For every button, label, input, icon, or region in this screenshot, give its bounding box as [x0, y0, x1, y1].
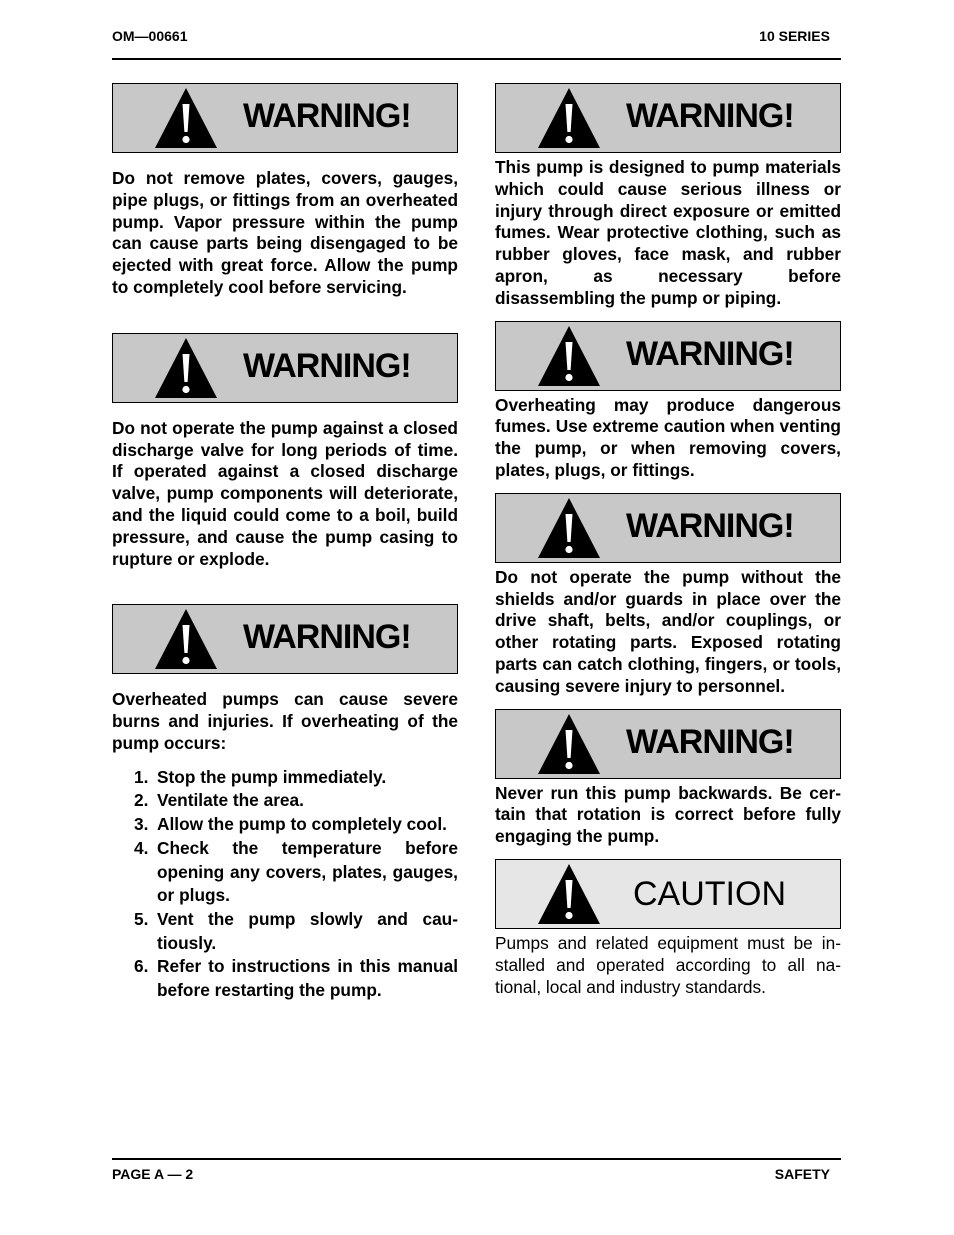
list-item: 4. Check the temperature before opening any covers, plates, gauges, or plugs.: [134, 837, 458, 906]
page-header: [112, 28, 840, 44]
caution-text: Pumps and related equipment must be installed and operated according to all national, local and industry standards.: [495, 932, 841, 997]
page-number: PAGE A — 2: [112, 1166, 194, 1182]
warning-label: WARNING!: [626, 334, 794, 373]
warning-triangle-icon: [537, 713, 601, 775]
right-column: [495, 83, 841, 998]
warning-triangle-icon: [154, 337, 218, 399]
page-footer: [112, 1166, 840, 1182]
warning-triangle-icon: [154, 608, 218, 670]
warning-banner: [495, 321, 841, 391]
section-label: SAFETY: [774, 1166, 830, 1182]
left-column: [112, 83, 458, 1003]
warning-label: WARNING!: [626, 722, 794, 761]
warning-text: Do not remove plates, covers, gauges, pipe plugs, or fittings from an overheated pump. Vapor pressure within the pump can cause parts being disengaged to be ejected with great force. Allow the pump to completely cool before servicing.: [112, 168, 458, 297]
warning-text: This pump is designed to pump materials which could cause serious illness or injury through direct exposure or emitted fumes. Wear protective clothing, such as rubber gloves, face mask, and rubber apron, as necessary before disassembling the pump or piping.: [495, 157, 841, 308]
list-item: 3. Allow the pump to completely cool.: [134, 814, 447, 835]
warning-label: WARNING!: [626, 506, 794, 545]
list-item: 5. Vent the pump slowly and cautiously.: [134, 908, 458, 953]
warning-text: Do not operate the pump against a closed discharge valve for long periods of time. If operated against a closed discharge valve, pump components will deteriorate, and the liquid could come to a boil, build pressure, and cause the pump casing to rupture or explode.: [112, 417, 458, 569]
warning-banner: [495, 493, 841, 563]
footer-rule: [112, 1158, 841, 1160]
doc-number: OM—00661: [112, 28, 188, 44]
warning-text: Overheating may produce dangerous fumes. Use extreme caution when venting the pump, or when removing covers, plates, plugs, or fittings.: [495, 394, 841, 480]
warning-triangle-icon: [537, 87, 601, 149]
warning-banner: [112, 83, 458, 153]
list-item: 2. Ventilate the area.: [134, 790, 304, 811]
warning-label: WARNING!: [626, 97, 794, 135]
steps-list: [112, 766, 458, 1003]
warning-triangle-icon: [537, 497, 601, 559]
warning-label: WARNING!: [243, 346, 411, 385]
warning-triangle-icon: [154, 87, 218, 149]
warning-text: Do not operate the pump without the shields and/or guards in place over the drive shaft, belts, and/or couplings, or other rotating parts. Exposed rotating parts can catch clothing, fingers, or tools, causing severe injury to personnel.: [495, 566, 841, 696]
warning-banner: [495, 709, 841, 779]
warning-text: Overheated pumps can cause severe burns and injuries. If overheating of the pump occurs:: [112, 689, 458, 753]
warning-triangle-icon: [537, 325, 601, 387]
warning-banner: [112, 333, 458, 403]
header-rule: [112, 58, 841, 60]
caution-label: CAUTION: [633, 874, 786, 913]
caution-banner: [495, 859, 841, 929]
series-label: 10 SERIES: [759, 28, 830, 44]
warning-label: WARNING!: [243, 97, 411, 135]
list-item: 6. Refer to instructions in this manual before restarting the pump.: [134, 956, 458, 1001]
warning-banner: [112, 604, 458, 674]
list-item: 1. Stop the pump immediately.: [134, 766, 387, 787]
warning-text: Never run this pump backwards. Be certain that rotation is correct before fully engaging the pump.: [495, 782, 841, 847]
warning-banner: [495, 83, 841, 153]
warning-triangle-icon: [537, 863, 601, 925]
warning-label: WARNING!: [243, 618, 411, 657]
